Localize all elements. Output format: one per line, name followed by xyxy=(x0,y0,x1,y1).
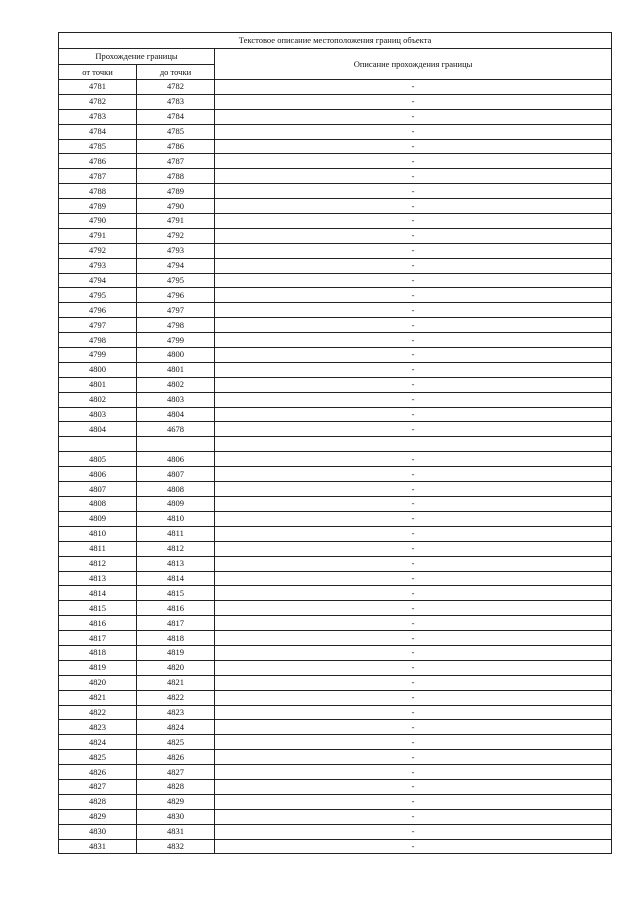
cell-to: 4814 xyxy=(137,571,215,586)
cell-from: 4786 xyxy=(59,154,137,169)
cell-desc: - xyxy=(215,348,612,363)
cell-from: 4797 xyxy=(59,318,137,333)
cell-desc: - xyxy=(215,675,612,690)
table-row xyxy=(59,139,612,154)
cell-desc: - xyxy=(215,124,612,139)
cell-desc: - xyxy=(215,601,612,616)
cell-to: 4794 xyxy=(137,258,215,273)
cell-from: 4794 xyxy=(59,273,137,288)
cell-desc: - xyxy=(215,109,612,124)
cell-from: 4824 xyxy=(59,735,137,750)
cell-from: 4793 xyxy=(59,258,137,273)
cell-desc: - xyxy=(215,80,612,95)
cell-from: 4791 xyxy=(59,228,137,243)
group-header: Прохождение границы xyxy=(59,49,215,65)
cell-from: 4813 xyxy=(59,571,137,586)
cell-from: 4820 xyxy=(59,675,137,690)
table-row xyxy=(59,765,612,780)
cell-desc: - xyxy=(215,407,612,422)
table-row xyxy=(59,109,612,124)
table-row xyxy=(59,422,612,437)
table-row xyxy=(59,601,612,616)
table-row xyxy=(59,839,612,854)
cell-to: 4804 xyxy=(137,407,215,422)
cell-to: 4829 xyxy=(137,794,215,809)
empty-cell xyxy=(59,437,137,452)
cell-from: 4812 xyxy=(59,556,137,571)
cell-desc: - xyxy=(215,169,612,184)
cell-to: 4827 xyxy=(137,765,215,780)
cell-desc: - xyxy=(215,318,612,333)
cell-from: 4826 xyxy=(59,765,137,780)
cell-to: 4782 xyxy=(137,80,215,95)
table-row xyxy=(59,526,612,541)
table-row xyxy=(59,258,612,273)
table-row xyxy=(59,407,612,422)
cell-to: 4797 xyxy=(137,303,215,318)
cell-from: 4818 xyxy=(59,645,137,660)
table-row xyxy=(59,452,612,467)
cell-desc: - xyxy=(215,228,612,243)
cell-desc: - xyxy=(215,258,612,273)
cell-from: 4809 xyxy=(59,511,137,526)
cell-to: 4796 xyxy=(137,288,215,303)
cell-to: 4828 xyxy=(137,779,215,794)
table-row xyxy=(59,690,612,705)
table-row xyxy=(59,467,612,482)
cell-to: 4785 xyxy=(137,124,215,139)
cell-desc: - xyxy=(215,467,612,482)
cell-from: 4788 xyxy=(59,184,137,199)
table-row xyxy=(59,318,612,333)
cell-from: 4782 xyxy=(59,94,137,109)
table-row xyxy=(59,228,612,243)
cell-desc: - xyxy=(215,214,612,229)
cell-desc: - xyxy=(215,645,612,660)
cell-desc: - xyxy=(215,333,612,348)
cell-from: 4819 xyxy=(59,660,137,675)
cell-desc: - xyxy=(215,273,612,288)
cell-desc: - xyxy=(215,735,612,750)
cell-to: 4801 xyxy=(137,362,215,377)
cell-desc: - xyxy=(215,422,612,437)
cell-desc: - xyxy=(215,765,612,780)
table-row xyxy=(59,214,612,229)
table-row xyxy=(59,169,612,184)
table-row xyxy=(59,571,612,586)
table-row xyxy=(59,675,612,690)
cell-to: 4817 xyxy=(137,616,215,631)
cell-desc: - xyxy=(215,392,612,407)
cell-from: 4795 xyxy=(59,288,137,303)
cell-from: 4810 xyxy=(59,526,137,541)
cell-desc: - xyxy=(215,660,612,675)
document-page xyxy=(58,32,611,854)
cell-to: 4806 xyxy=(137,452,215,467)
cell-to: 4795 xyxy=(137,273,215,288)
table-row xyxy=(59,794,612,809)
section-separator-row xyxy=(59,437,612,452)
cell-from: 4807 xyxy=(59,482,137,497)
cell-desc: - xyxy=(215,184,612,199)
table-row xyxy=(59,824,612,839)
table-body xyxy=(59,80,612,854)
table-row xyxy=(59,809,612,824)
table-row xyxy=(59,586,612,601)
cell-desc: - xyxy=(215,303,612,318)
cell-from: 4825 xyxy=(59,750,137,765)
cell-from: 4800 xyxy=(59,362,137,377)
cell-to: 4802 xyxy=(137,377,215,392)
cell-from: 4781 xyxy=(59,80,137,95)
table-row xyxy=(59,631,612,646)
cell-to: 4815 xyxy=(137,586,215,601)
cell-desc: - xyxy=(215,690,612,705)
cell-desc: - xyxy=(215,511,612,526)
cell-desc: - xyxy=(215,452,612,467)
cell-desc: - xyxy=(215,839,612,854)
cell-desc: - xyxy=(215,616,612,631)
table-title: Текстовое описание местоположения границ объекта xyxy=(59,33,612,49)
cell-from: 4829 xyxy=(59,809,137,824)
cell-to: 4800 xyxy=(137,348,215,363)
cell-to: 4816 xyxy=(137,601,215,616)
cell-from: 4821 xyxy=(59,690,137,705)
cell-to: 4786 xyxy=(137,139,215,154)
cell-to: 4820 xyxy=(137,660,215,675)
cell-desc: - xyxy=(215,497,612,512)
table-row xyxy=(59,80,612,95)
cell-desc: - xyxy=(215,199,612,214)
cell-to: 4792 xyxy=(137,228,215,243)
table-row xyxy=(59,303,612,318)
cell-from: 4816 xyxy=(59,616,137,631)
table-row xyxy=(59,645,612,660)
table-row xyxy=(59,616,612,631)
cell-from: 4822 xyxy=(59,705,137,720)
table-row xyxy=(59,779,612,794)
cell-from: 4789 xyxy=(59,199,137,214)
cell-to: 4819 xyxy=(137,645,215,660)
cell-from: 4827 xyxy=(59,779,137,794)
cell-desc: - xyxy=(215,556,612,571)
cell-from: 4815 xyxy=(59,601,137,616)
table-row xyxy=(59,348,612,363)
cell-from: 4830 xyxy=(59,824,137,839)
cell-from: 4804 xyxy=(59,422,137,437)
cell-to: 4830 xyxy=(137,809,215,824)
cell-from: 4799 xyxy=(59,348,137,363)
cell-from: 4792 xyxy=(59,243,137,258)
cell-to: 4823 xyxy=(137,705,215,720)
cell-from: 4831 xyxy=(59,839,137,854)
table-row xyxy=(59,750,612,765)
cell-desc: - xyxy=(215,541,612,556)
cell-to: 4783 xyxy=(137,94,215,109)
cell-desc: - xyxy=(215,94,612,109)
table-row xyxy=(59,154,612,169)
cell-from: 4803 xyxy=(59,407,137,422)
table-row xyxy=(59,660,612,675)
table-row xyxy=(59,273,612,288)
cell-to: 4818 xyxy=(137,631,215,646)
cell-from: 4814 xyxy=(59,586,137,601)
cell-to: 4788 xyxy=(137,169,215,184)
table-row xyxy=(59,288,612,303)
table-row xyxy=(59,333,612,348)
cell-desc: - xyxy=(215,243,612,258)
table-row xyxy=(59,556,612,571)
table-row xyxy=(59,497,612,512)
cell-to: 4808 xyxy=(137,482,215,497)
boundary-description-table xyxy=(58,32,612,854)
cell-to: 4821 xyxy=(137,675,215,690)
cell-to: 4799 xyxy=(137,333,215,348)
cell-from: 4787 xyxy=(59,169,137,184)
table-row xyxy=(59,94,612,109)
table-row xyxy=(59,511,612,526)
table-row xyxy=(59,243,612,258)
cell-from: 4805 xyxy=(59,452,137,467)
cell-from: 4785 xyxy=(59,139,137,154)
cell-from: 4817 xyxy=(59,631,137,646)
cell-to: 4824 xyxy=(137,720,215,735)
column-header-from: от точки xyxy=(59,65,137,80)
cell-desc: - xyxy=(215,571,612,586)
cell-to: 4822 xyxy=(137,690,215,705)
table-row xyxy=(59,720,612,735)
table-group-header-row xyxy=(59,49,612,65)
cell-to: 4810 xyxy=(137,511,215,526)
cell-from: 4784 xyxy=(59,124,137,139)
cell-desc: - xyxy=(215,631,612,646)
table-row xyxy=(59,482,612,497)
cell-to: 4825 xyxy=(137,735,215,750)
cell-from: 4828 xyxy=(59,794,137,809)
cell-desc: - xyxy=(215,288,612,303)
cell-from: 4808 xyxy=(59,497,137,512)
table-title-row xyxy=(59,33,612,49)
table-row xyxy=(59,124,612,139)
cell-desc: - xyxy=(215,750,612,765)
cell-desc: - xyxy=(215,139,612,154)
cell-desc: - xyxy=(215,705,612,720)
table-row xyxy=(59,184,612,199)
cell-desc: - xyxy=(215,526,612,541)
table-row xyxy=(59,199,612,214)
cell-from: 4806 xyxy=(59,467,137,482)
cell-to: 4832 xyxy=(137,839,215,854)
cell-to: 4812 xyxy=(137,541,215,556)
empty-cell xyxy=(215,437,612,452)
cell-from: 4798 xyxy=(59,333,137,348)
cell-from: 4802 xyxy=(59,392,137,407)
cell-from: 4823 xyxy=(59,720,137,735)
empty-cell xyxy=(137,437,215,452)
cell-to: 4809 xyxy=(137,497,215,512)
cell-desc: - xyxy=(215,824,612,839)
cell-from: 4801 xyxy=(59,377,137,392)
cell-to: 4826 xyxy=(137,750,215,765)
cell-desc: - xyxy=(215,586,612,601)
cell-to: 4807 xyxy=(137,467,215,482)
cell-desc: - xyxy=(215,154,612,169)
cell-from: 4790 xyxy=(59,214,137,229)
cell-desc: - xyxy=(215,779,612,794)
cell-to: 4791 xyxy=(137,214,215,229)
cell-to: 4678 xyxy=(137,422,215,437)
table-row xyxy=(59,392,612,407)
cell-to: 4813 xyxy=(137,556,215,571)
table-row xyxy=(59,362,612,377)
cell-desc: - xyxy=(215,362,612,377)
column-header-to: до точки xyxy=(137,65,215,80)
cell-desc: - xyxy=(215,794,612,809)
cell-to: 4803 xyxy=(137,392,215,407)
table-row xyxy=(59,541,612,556)
cell-to: 4798 xyxy=(137,318,215,333)
cell-to: 4811 xyxy=(137,526,215,541)
column-header-description: Описание прохождения границы xyxy=(215,49,612,80)
cell-to: 4793 xyxy=(137,243,215,258)
cell-desc: - xyxy=(215,377,612,392)
cell-desc: - xyxy=(215,809,612,824)
cell-to: 4790 xyxy=(137,199,215,214)
cell-to: 4789 xyxy=(137,184,215,199)
cell-to: 4831 xyxy=(137,824,215,839)
cell-desc: - xyxy=(215,720,612,735)
cell-desc: - xyxy=(215,482,612,497)
table-row xyxy=(59,705,612,720)
cell-from: 4811 xyxy=(59,541,137,556)
cell-to: 4784 xyxy=(137,109,215,124)
table-row xyxy=(59,377,612,392)
table-row xyxy=(59,735,612,750)
cell-from: 4796 xyxy=(59,303,137,318)
cell-to: 4787 xyxy=(137,154,215,169)
cell-from: 4783 xyxy=(59,109,137,124)
